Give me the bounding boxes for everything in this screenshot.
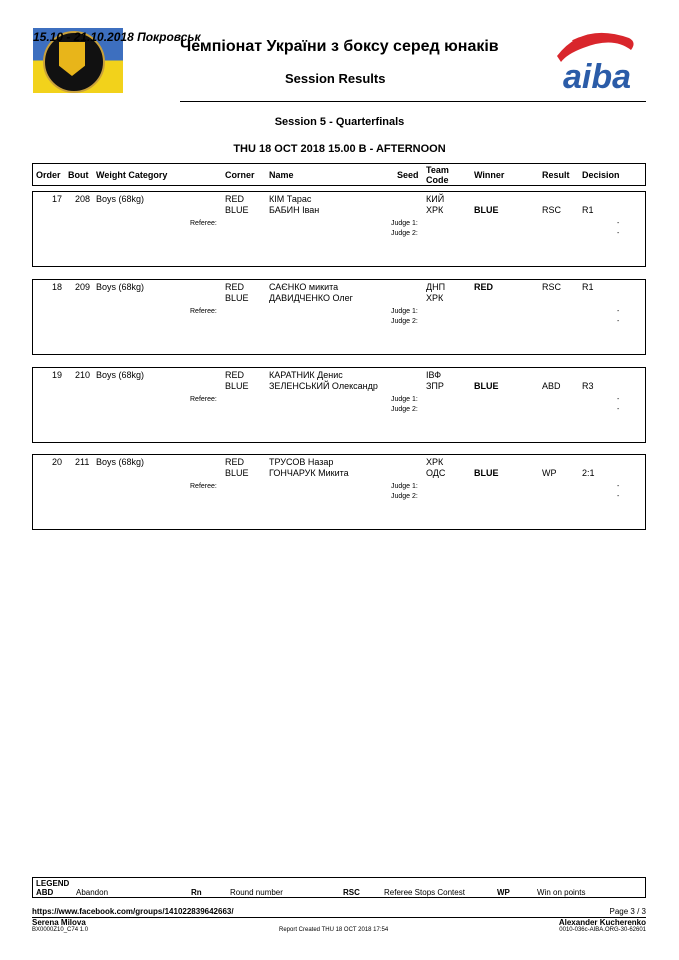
judge2-value: - <box>617 406 620 413</box>
winner: BLUE <box>474 205 499 215</box>
blue-boxer-name: ГОНЧАРУК Микита <box>269 468 349 478</box>
winner: BLUE <box>474 381 499 391</box>
legend-code: WP <box>497 888 510 897</box>
judge1-value: - <box>617 308 620 315</box>
col-seed: Seed <box>397 170 419 180</box>
col-name: Name <box>269 170 294 180</box>
bout-number: 209 <box>75 282 91 292</box>
page-number: Page 3 / 3 <box>609 907 646 916</box>
judge2-value: - <box>617 493 620 500</box>
corner-blue: BLUE <box>225 468 249 478</box>
championship-title: Чемпіонат України з боксу серед юнаків <box>180 38 499 55</box>
legend-code: ABD <box>36 888 54 897</box>
legend-desc: Abandon <box>76 888 109 897</box>
judge2-value: - <box>617 318 620 325</box>
corner-red: RED <box>225 194 245 204</box>
legend-desc: Win on points <box>537 888 586 897</box>
result: WP <box>542 468 557 478</box>
doc-code: 0010-036c-AIBA.ORG-30-62601 <box>559 927 646 933</box>
result: RSC <box>542 205 562 215</box>
judge2-value: - <box>617 230 620 237</box>
red-team-code: ХРК <box>426 457 444 467</box>
bout-order: 20 <box>52 457 63 467</box>
decision: R3 <box>582 381 594 391</box>
col-bout: Bout <box>68 170 89 180</box>
weight-category: Boys (68kg) <box>96 282 145 292</box>
weight-category: Boys (68kg) <box>96 370 145 380</box>
judge2-label: Judge 2: <box>391 230 418 237</box>
legend-desc: Referee Stops Contest <box>384 888 465 897</box>
corner-red: RED <box>225 457 245 467</box>
col-team-line2: Code <box>426 175 449 185</box>
legend-code: RSC <box>343 888 360 897</box>
col-winner: Winner <box>474 170 505 180</box>
bout-row <box>32 191 646 267</box>
bout-number: 210 <box>75 370 91 380</box>
red-boxer-name: КІМ Тарас <box>269 194 312 204</box>
report-created: Report Created THU 18 OCT 2018 17:54 <box>279 927 389 933</box>
judge1-label: Judge 1: <box>391 308 418 315</box>
bout-row <box>32 279 646 355</box>
red-team-code: ІВФ <box>426 370 442 380</box>
legend-box <box>32 877 646 898</box>
winner: RED <box>474 282 494 292</box>
aiba-wordmark: aiba <box>563 58 632 96</box>
judge2-label: Judge 2: <box>391 318 418 325</box>
bout-row <box>32 454 646 530</box>
col-decision: Decision <box>582 170 620 180</box>
signer-right: Alexander Kucherenko <box>558 918 646 927</box>
corner-red: RED <box>225 282 245 292</box>
red-boxer-name: САЄНКО микита <box>269 282 339 292</box>
bout-order: 17 <box>52 194 63 204</box>
col-team-line1: Team <box>426 165 449 175</box>
legend-desc: Round number <box>230 888 283 897</box>
weight-category: Boys (68kg) <box>96 457 145 467</box>
aiba-logo <box>543 28 643 98</box>
signer-left: Serena Milova <box>32 918 86 927</box>
table-header <box>32 163 646 186</box>
session-date: THU 18 OCT 2018 15.00 B - AFTERNOON <box>233 143 446 155</box>
referee-label: Referee: <box>190 308 217 315</box>
col-order: Order <box>36 170 61 180</box>
event-dates: 15.10 - 21.10.2018 Покровськ <box>33 30 201 44</box>
referee-label: Referee: <box>190 483 217 490</box>
doc-title: Session Results <box>285 71 386 86</box>
decision: R1 <box>582 205 594 215</box>
legend-title: LEGEND <box>36 879 70 888</box>
col-corner: Corner <box>225 170 255 180</box>
referee-label: Referee: <box>190 220 217 227</box>
corner-red: RED <box>225 370 245 380</box>
red-team-code: ДНП <box>426 282 446 292</box>
col-result: Result <box>542 170 570 180</box>
corner-blue: BLUE <box>225 381 249 391</box>
col-weight: Weight Category <box>96 170 168 180</box>
bout-row <box>32 367 646 443</box>
judge1-value: - <box>617 396 620 403</box>
judge1-value: - <box>617 220 620 227</box>
judge1-label: Judge 1: <box>391 396 418 403</box>
corner-blue: BLUE <box>225 205 249 215</box>
corner-blue: BLUE <box>225 293 249 303</box>
winner: BLUE <box>474 468 499 478</box>
source-url[interactable]: https://www.facebook.com/groups/141022839642663/ <box>32 907 234 916</box>
bout-number: 211 <box>75 457 90 467</box>
blue-boxer-name: ЗЕЛЕНСЬКИЙ Олександр <box>269 381 378 391</box>
referee-label: Referee: <box>190 396 217 403</box>
result: RSC <box>542 282 562 292</box>
red-boxer-name: ТРУСОВ Назар <box>269 457 334 467</box>
judge1-label: Judge 1: <box>391 220 418 227</box>
bout-order: 18 <box>52 282 63 292</box>
footer-divider <box>32 917 646 918</box>
judge1-label: Judge 1: <box>391 483 418 490</box>
judge1-value: - <box>617 483 620 490</box>
blue-team-code: ОДС <box>426 468 446 478</box>
judge2-label: Judge 2: <box>391 406 418 413</box>
decision: R1 <box>582 282 594 292</box>
bout-order: 19 <box>52 370 63 380</box>
legend-code: Rn <box>191 888 202 897</box>
session-title: Session 5 - Quarterfinals <box>274 116 405 128</box>
blue-team-code: ХРК <box>426 205 444 215</box>
bout-number: 208 <box>75 194 91 204</box>
red-boxer-name: КАРАТНИК Денис <box>269 370 343 380</box>
result: ABD <box>542 381 561 391</box>
header-divider <box>180 101 646 102</box>
judge2-label: Judge 2: <box>391 493 418 500</box>
red-team-code: КИЙ <box>426 194 445 204</box>
blue-boxer-name: ДАВИДЧЕНКО Олег <box>269 293 353 303</box>
decision: 2:1 <box>582 468 595 478</box>
blue-team-code: ЗПР <box>426 381 444 391</box>
blue-team-code: ХРК <box>426 293 444 303</box>
form-code: BX0000Z10_C74 1.0 <box>32 927 89 933</box>
weight-category: Boys (68kg) <box>96 194 145 204</box>
blue-boxer-name: БАБИН Іван <box>269 205 320 215</box>
